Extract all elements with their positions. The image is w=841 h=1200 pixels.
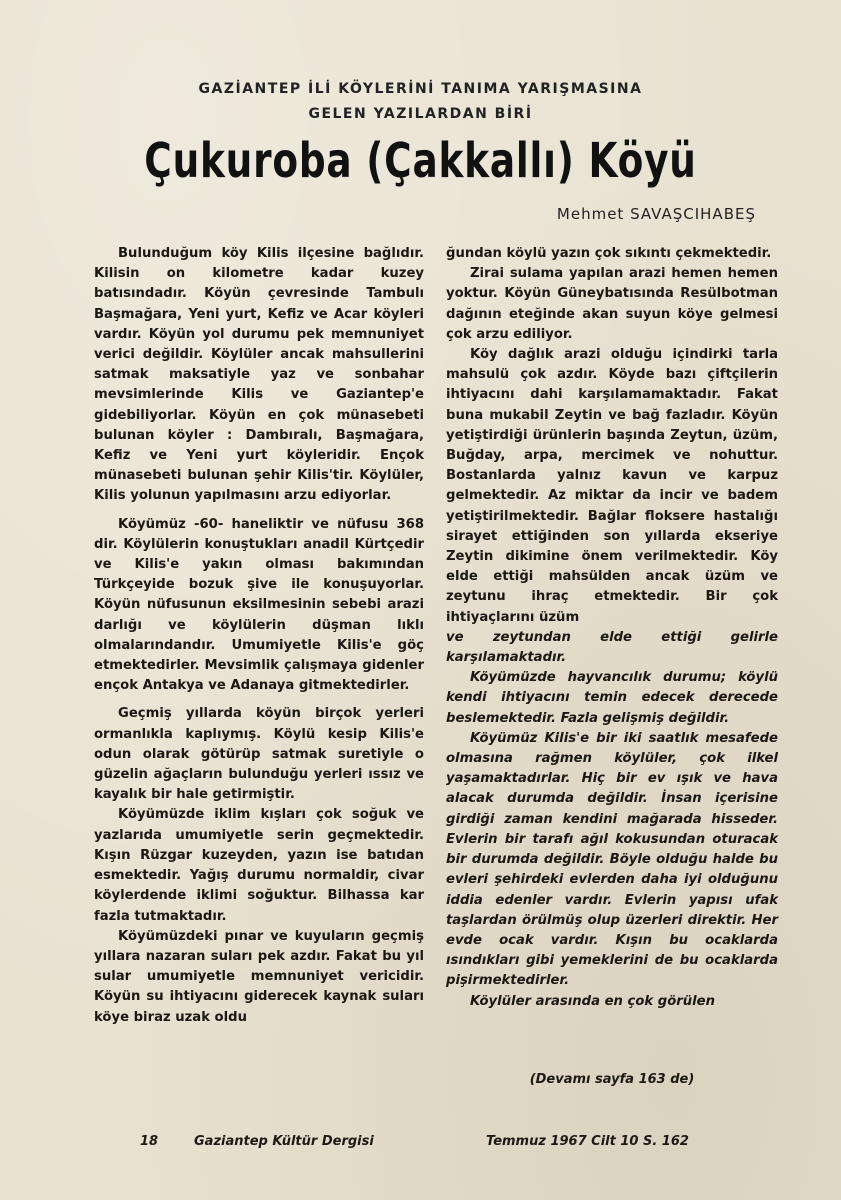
paragraph: Köyümüzdeki pınar ve kuyuların geçmiş yıllara nazaran suları pek azdır. Fakat bu yıl sular umumiyetle memnuniyet vericidir. Köyün su ihtiyacını giderecek kaynak suları köye biraz uzak oldu xyxy=(94,928,424,1025)
paragraph: Köylüler arasında en çok görülen xyxy=(470,993,716,1009)
paragraph: ğundan köylü yazın çok sıkıntı çekmektedir. xyxy=(446,246,772,261)
author-name: Mehmet SAVAŞCIHABEŞ xyxy=(556,205,756,223)
paragraph: Köyümüzde hayvancılık durumu; köylü kendi ihtiyacını temin edecek derecede beslemektedir. Fazla gelişmiş değildir. xyxy=(446,670,778,726)
continued-note: (Devamı sayfa 163 de) xyxy=(529,1072,695,1087)
right-column xyxy=(446,244,778,1012)
paragraph: Geçmiş yıllarda köyün birçok yerleri ormanlıkla kaplıymış. Köylü kesip Kilis'e odun olarak götürüp satmak suretiyle o güzelin ağaçların bulunduğu yerleri ıssız ve kayalık bir hale getirmiştir. xyxy=(94,706,424,803)
kicker-line-2: GELEN YAZILARDAN BİRİ xyxy=(308,106,533,122)
page-number: 18 xyxy=(140,1134,159,1149)
paragraph: Köyümüz Kilis'e bir iki saatlık mesafede olmasına rağmen köylüler, çok ilkel yaşamaktadırlar. Hiç bir ev ışık ve hava alacak durumda değildir. İnsan içerisine girdiği zaman kendini mağarada hisseder. Evlerin bir tarafı ağıl kokusundan oturacak bir durumda değildir. Böyle olduğu halde bu evleri şehirdeki evlerden daha iyi olduğunu iddia edenler vardır. Evlerin yapısı ufak taşlardan örülmüş olup üzerleri direktir. Her evde ocak vardır. Kışın bu ocaklarda ısındıkları gibi yemeklerini de bu ocaklarda pişirmektedirler. xyxy=(446,730,778,989)
paragraph: ve zeytundan elde ettiği gelirle karşılamaktadır. xyxy=(446,629,778,666)
paragraph: Köy dağlık arazi olduğu içindirki tarla mahsulü çok azdır. Köyde bazı çiftçilerin ihtiyacını dahi karşılamamaktadır. Fakat buna mukabil Zeytin ve bağ fazladır. Köyün yetiştirdiği ürünlerin başında Zeytun, üzüm, Buğday, arpa, mercimek ve nohuttur. Bostanlarda yalnız kavun ve karpuz gelmektedir. Az miktar da incir ve badem yetiştirilmektedir. Bağlar floksere hastalığı sirayet ettiğinden son yıllarda ekseriye Zeytin dikimine önem verilmektedir. Köy elde ettiği mahsülden ancak üzüm ve zeytunu ihraç etmektedir. Bir çok ihtiyaçlarını üzüm xyxy=(446,347,778,625)
kicker-line-1: GAZİANTEP İLİ KÖYLERİNİ TANIMA YARIŞMASINA xyxy=(198,81,643,97)
magazine-name: Gaziantep Kültür Dergisi xyxy=(194,1134,374,1149)
issue-info: Temmuz 1967 Cilt 10 S. 162 xyxy=(486,1134,689,1149)
paragraph: Köyümüz -60- haneliktir ve nüfusu 368 dir. Köylülerin konuştukları anadil Kürtçedir ve Kilis'e yakın olması bakımından Türkçeyide bozuk şive ile konuşuyorlar. Köyün nüfusunun eksilmesinin sebebi arazi darlığı ve köylülerin düşman lıklı olmalarındandır. Umumiyetle Kilis'e göç etmektedirler. Mevsimlik çalışmaya gidenler ençok Antakya ve Adanaya gitmektedirler. xyxy=(94,516,424,694)
paragraph: Köyümüzde iklim kışları çok soğuk ve yazlarıda umumiyetle serin geçmektedir. Kışın Rüzgar kuzeyden, yazın ise batıdan esmektedir. Yağış durumu normaldir, civar köylerdende iklimi soğuktur. Bilhassa kar fazla tutmaktadır. xyxy=(94,807,424,924)
left-column xyxy=(94,244,424,1028)
paragraph: Zirai sulama yapılan arazi hemen hemen yoktur. Köyün Güneybatısında Resülbotman dağının eteğinde akan suyun köye gelmesi çok arzu ediliyor. xyxy=(446,266,778,342)
paragraph: Bulunduğum köy Kilis ilçesine bağlıdır. Kilisin on kilometre kadar kuzey batısındadır. Köyün çevresinde Tambulı Başmağara, Yeni yurt, Kefiz ve Acar köyleri vardır. Köyün yol durumu pek memnuniyet verici değildir. Köylüler ancak mahsullerini satmak maksatiyle yaz ve sonbahar mevsimlerinde Kilis ve Gaziantep'e gidebiliyorlar. Köyün en çok münasebeti bulunan köyler : Dambıralı, Başmağara, Kefiz ve Yeni yurt köyleridir. Ençok münasebeti bulunan şehir Kilis'tir. Köylüler, Kilis yolunun yapılmasını arzu ediyorlar. xyxy=(94,246,424,504)
article-title: Çukuroba (Çakkallı) Köyü xyxy=(144,133,697,189)
